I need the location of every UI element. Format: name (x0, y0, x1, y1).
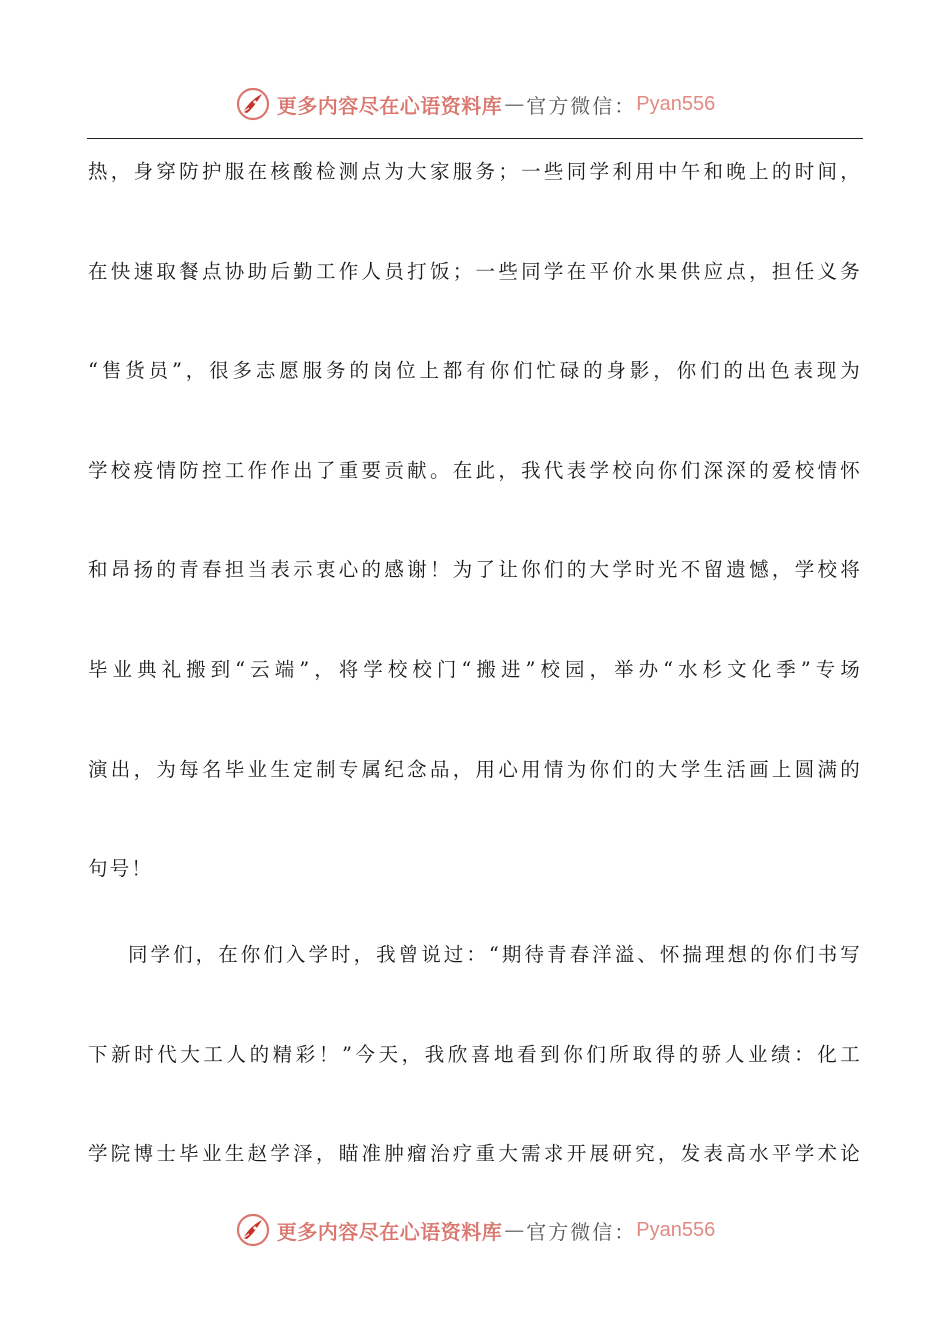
body-line: 句号！ (88, 857, 154, 881)
pen-nib-circle-icon (235, 1212, 271, 1248)
footer-dash: — (504, 1218, 525, 1242)
footer-wechat-id: Pyan556 (636, 1218, 716, 1241)
header-brand-text: 更多内容尽在心语资料库 (276, 93, 503, 118)
header-dash: — (504, 92, 525, 116)
body-line: 和昂扬的青春担当表示衷心的感谢！为了让你们的大学时光不留遗憾，学校将 (88, 558, 862, 582)
body-line: 毕业典礼搬到“云端”，将学校校门“搬进”校园，举办“水杉文化季”专场 (88, 657, 862, 681)
body-line: 演出，为每名毕业生定制专属纪念品，用心用情为你们的大学生活画上圆满的 (88, 757, 862, 781)
body-line: 同学们，在你们入学时，我曾说过：“期待青春洋溢、怀揣理想的你们书写 (128, 943, 862, 967)
header-divider (87, 138, 863, 139)
header-wechat-label: 官方微信： (526, 93, 637, 118)
page-header (0, 82, 950, 126)
body-line: 学校疫情防控工作作出了重要贡献。在此，我代表学校向你们深深的爱校情怀 (88, 458, 862, 482)
body-line: 下新时代大工人的精彩！”今天，我欣喜地看到你们所取得的骄人业绩：化工 (88, 1042, 862, 1066)
body-line: 热，身穿防护服在核酸检测点为大家服务；一些同学利用中午和晚上的时间， (88, 160, 862, 183)
body-line: 学院博士毕业生赵学泽，瞄准肿瘤治疗重大需求开展研究，发表高水平学术论 (88, 1142, 862, 1166)
footer-wechat-label: 官方微信： (526, 1219, 637, 1244)
body-line: 在快速取餐点协助后勤工作人员打饭；一些同学在平价水果供应点，担任义务 (88, 259, 862, 283)
footer-brand-text: 更多内容尽在心语资料库 (276, 1219, 503, 1244)
document-body (88, 140, 862, 1222)
header-wechat-id: Pyan556 (636, 92, 716, 115)
page-footer (0, 1208, 950, 1252)
pen-nib-circle-icon (235, 86, 271, 122)
body-line: “售货员”，很多志愿服务的岗位上都有你们忙碌的身影，你们的出色表现为 (88, 359, 862, 383)
